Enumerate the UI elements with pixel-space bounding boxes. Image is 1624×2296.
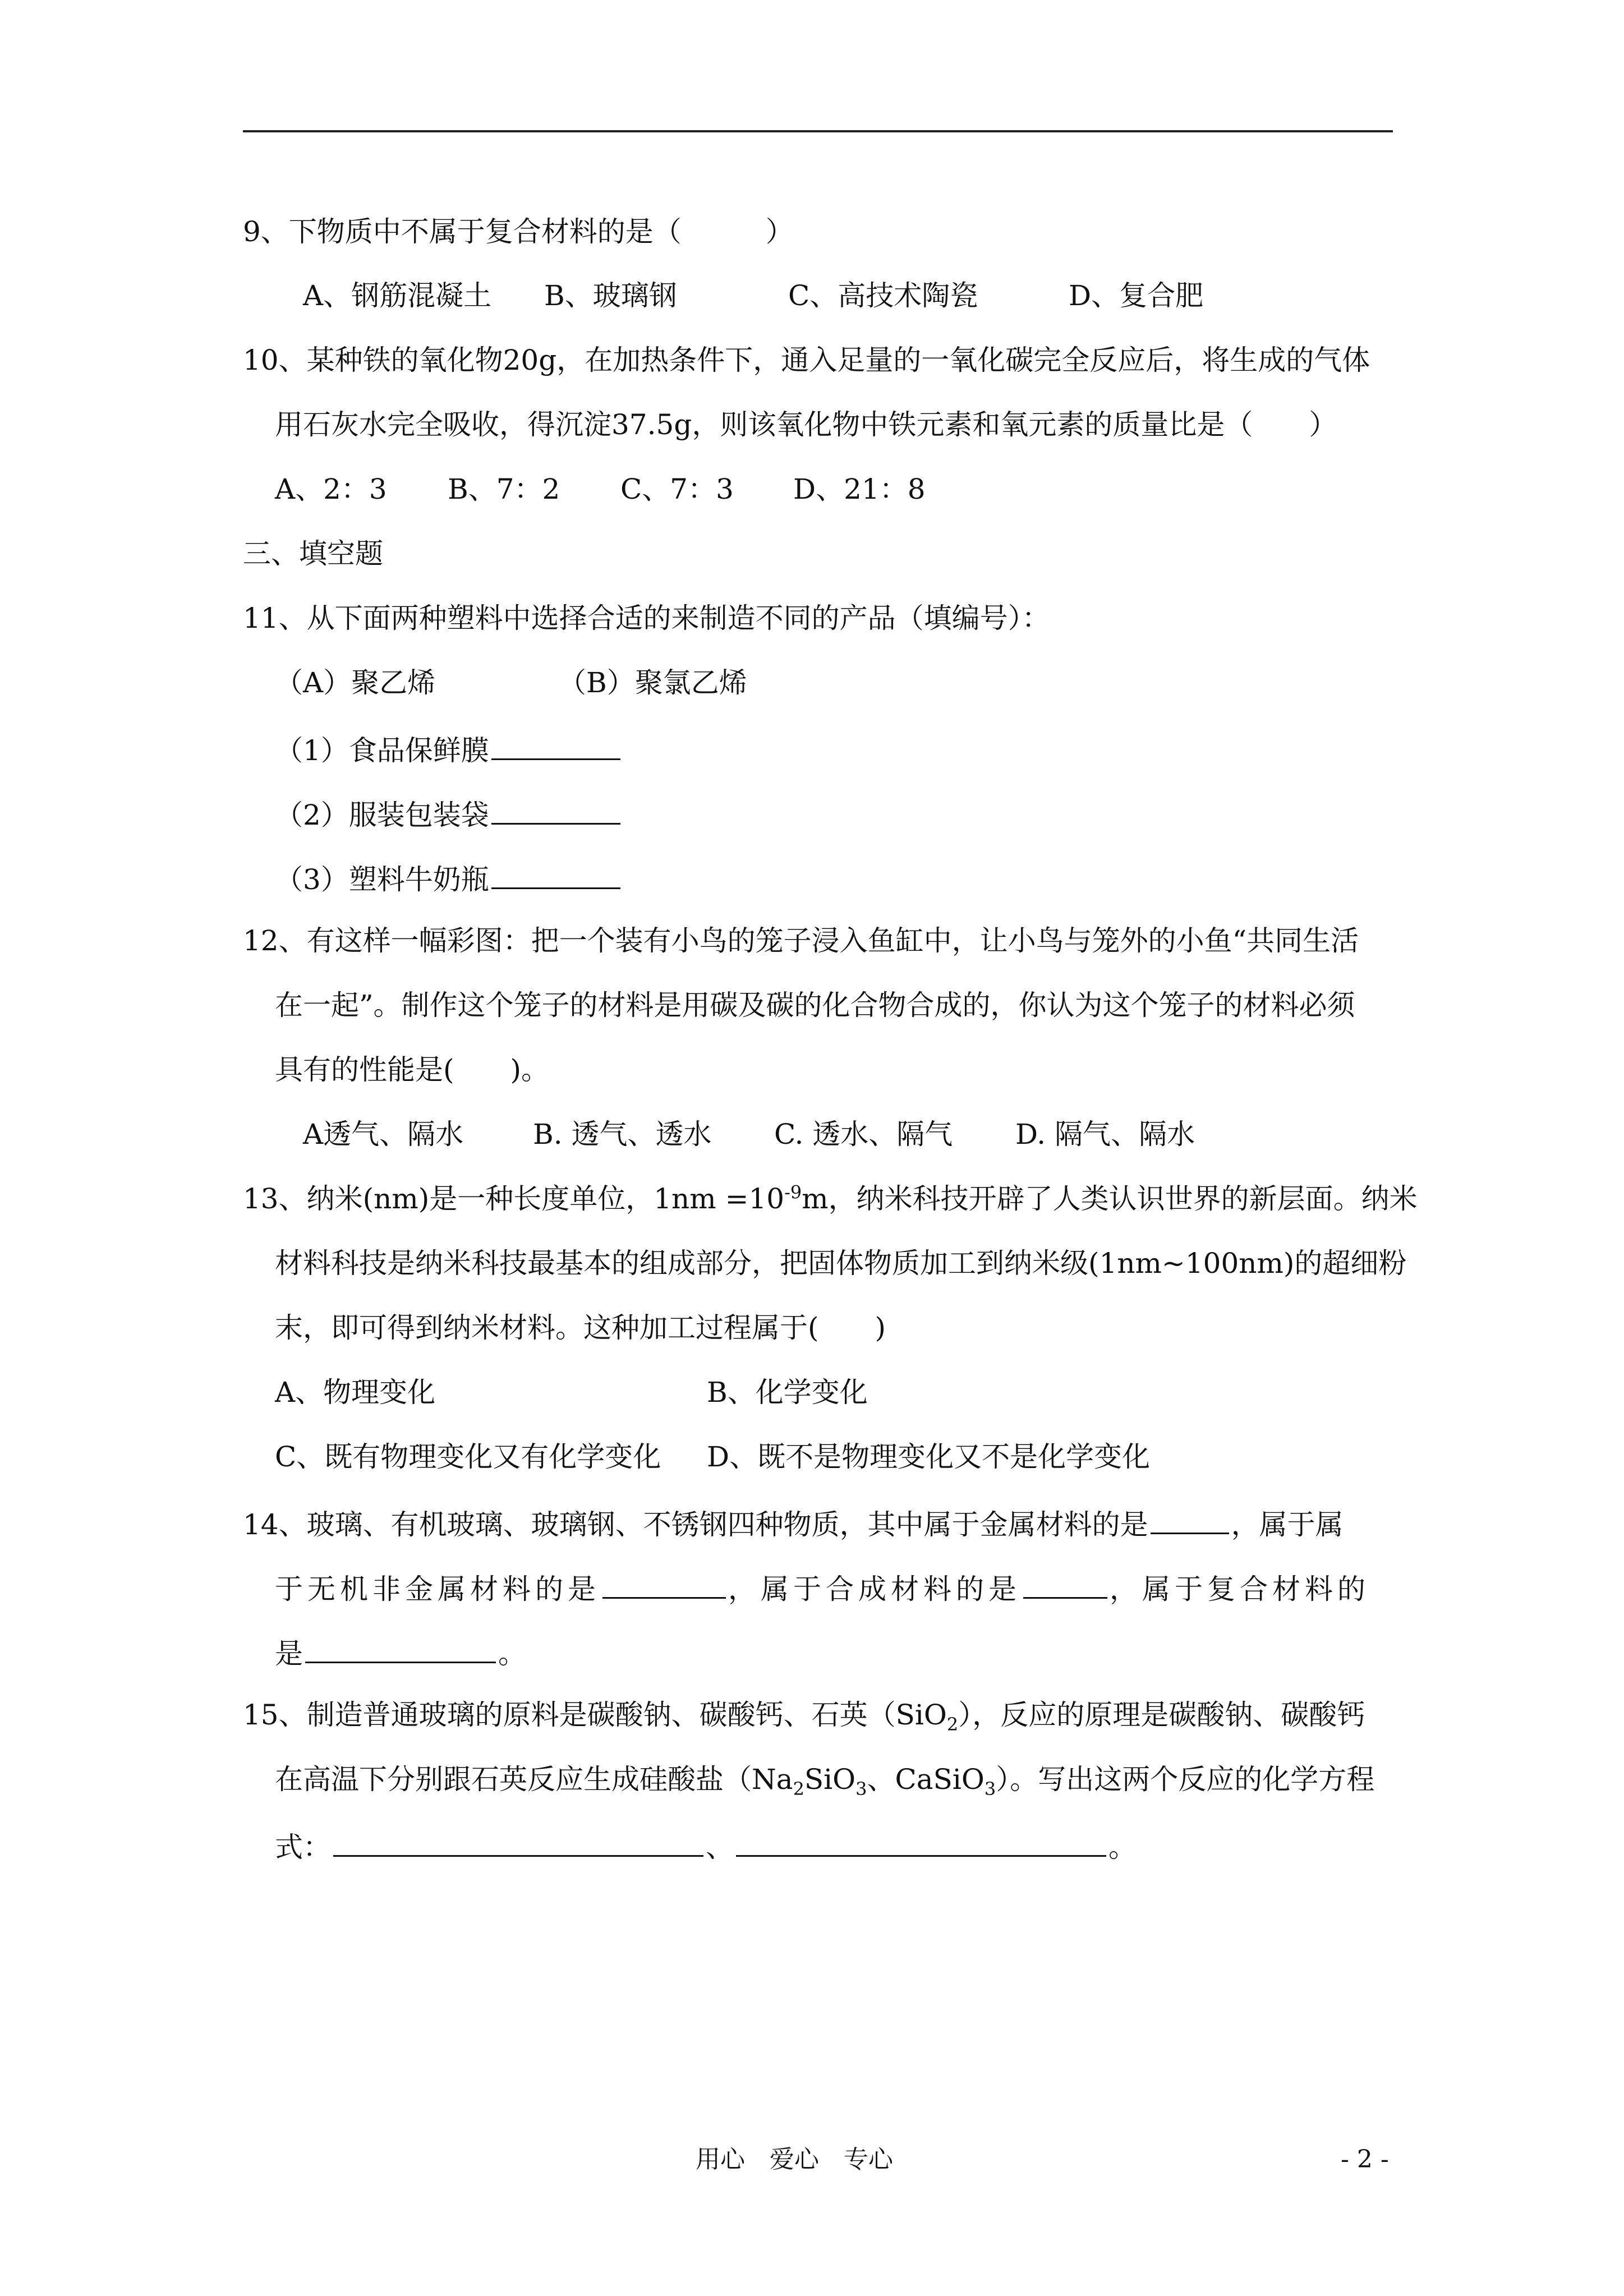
- q11-item-3-blank[interactable]: [491, 859, 620, 889]
- q11-stem: 11、从下面两种塑料中选择合适的来制造不同的产品（填编号）：: [243, 602, 1050, 634]
- q11-item-1-label: （1）食品保鲜膜: [275, 734, 489, 767]
- q15-subscript-na2: 2: [793, 1778, 804, 1800]
- q9-option-c: C、高技术陶瓷: [788, 279, 978, 312]
- q13-line2: 材料科技是纳米科技最基本的组成部分，把固体物质加工到纳米级(1nm~100nm)的超细粉: [275, 1247, 1407, 1280]
- q15-subscript-sio3: 3: [855, 1778, 867, 1800]
- q15-line1: [243, 1698, 1365, 1735]
- q14-line3-end: 。: [498, 1637, 526, 1670]
- q14-line1-text: 14、玻璃、有机玻璃、玻璃钢、不锈钢四种物质，其中属于金属材料的是: [243, 1508, 1148, 1541]
- q9-option-a: A、钢筋混凝土: [303, 279, 492, 312]
- q10-options: [275, 472, 926, 506]
- q15-blank-equation-1[interactable]: [333, 1827, 703, 1857]
- q13-options-row2: [275, 1440, 1150, 1474]
- q15-line3-text: 式：: [275, 1831, 331, 1864]
- q15-line1-text-b: ），反应的原理是碳酸钠、碳酸钙: [958, 1699, 1365, 1731]
- q12-option-c: C. 透水、隔气: [774, 1118, 953, 1151]
- q14-line1-end: ，属于属: [1231, 1508, 1344, 1541]
- q11-choice-a: （A）聚乙烯: [275, 666, 436, 699]
- q11-choices: [275, 666, 747, 700]
- q13-option-a: A、物理变化: [275, 1376, 436, 1409]
- q14-blank-synthetic[interactable]: [1023, 1569, 1107, 1599]
- q15-line2-text-b: SiO: [804, 1763, 856, 1796]
- q12-line3: 具有的性能是( )。: [275, 1053, 550, 1086]
- q12-line2: 在一起”。制作这个笼子的材料是用碳及碳的化合物合成的，你认为这个笼子的材料必须: [275, 989, 1355, 1022]
- q11-item-3: [275, 859, 623, 896]
- q10-option-c: C、7：3: [620, 473, 734, 505]
- q9-stem: 9、下物质中不属于复合材料的是（ ）: [243, 215, 794, 248]
- q14-blank-metal[interactable]: [1151, 1504, 1229, 1534]
- q11-item-2-blank[interactable]: [491, 795, 620, 825]
- q11-item-3-label: （3）塑料牛奶瓶: [275, 863, 489, 896]
- q12-option-b: B. 透气、透水: [533, 1118, 712, 1151]
- q14-blank-inorganic[interactable]: [602, 1569, 726, 1599]
- header-rule: [243, 130, 1393, 132]
- page-number: - 2 -: [1341, 2145, 1389, 2174]
- q12-option-a: A透气、隔水: [303, 1118, 464, 1151]
- q14-line3: [275, 1634, 526, 1671]
- q11-item-2: [275, 795, 623, 832]
- q14-line2: [275, 1569, 1370, 1606]
- q15-subscript-sio2: 2: [946, 1714, 959, 1735]
- q15-line3: [275, 1827, 1137, 1864]
- q13-exponent: -9: [784, 1181, 802, 1203]
- q13-option-d: D、既不是物理变化又不是化学变化: [707, 1441, 1151, 1473]
- q12-option-d: D. 隔气、隔水: [1015, 1118, 1195, 1151]
- q15-line2-text-c: 、CaSiO: [867, 1763, 984, 1796]
- q10-option-d: D、21：8: [793, 473, 926, 505]
- q14-line1: [243, 1504, 1344, 1542]
- q14-blank-composite[interactable]: [305, 1634, 496, 1663]
- q12-line1: 12、有这样一幅彩图：把一个装有小鸟的笼子浸入鱼缸中，让小鸟与笼外的小鱼“共同生活: [243, 924, 1359, 957]
- q14-line2-text-c: ，属于复合材料的: [1110, 1573, 1370, 1605]
- q10-option-b: B、7：2: [448, 473, 560, 505]
- q15-subscript-casio3: 3: [984, 1778, 996, 1800]
- q11-item-1: [275, 730, 623, 767]
- q13-option-c: C、既有物理变化又有化学变化: [275, 1441, 661, 1473]
- q11-item-2-label: （2）服装包装袋: [275, 799, 489, 831]
- q10-line2: 用石灰水完全吸收，得沉淀37.5g，则该氧化物中铁元素和氧元素的质量比是（ ）: [275, 408, 1337, 441]
- q13-options-row1: [275, 1375, 868, 1409]
- q14-line2-text-a: 于无机非金属材料的是: [275, 1573, 600, 1605]
- q15-line1-text-a: 15、制造普通玻璃的原料是碳酸钠、碳酸钙、石英（SiO: [243, 1699, 947, 1731]
- q12-options: [303, 1117, 1195, 1151]
- q14-line3-text: 是: [275, 1637, 303, 1670]
- q15-line2: [275, 1763, 1375, 1800]
- q15-line2-text-d: ）。写出这两个反应的化学方程: [996, 1763, 1375, 1796]
- q9-option-d: D、复合肥: [1069, 279, 1204, 312]
- section-heading: 三、填空题: [243, 537, 383, 570]
- footer-motto: 用心 爱心 专心: [696, 2145, 893, 2174]
- q11-item-1-blank[interactable]: [491, 730, 620, 760]
- q15-line3-sep: 、: [706, 1831, 734, 1864]
- q14-line2-text-b: ，属于合成材料的是: [728, 1573, 1021, 1605]
- q13-line1-text-a: 13、纳米(nm)是一种长度单位，1nm =10: [243, 1182, 785, 1215]
- q13-option-b: B、化学变化: [707, 1376, 868, 1409]
- q10-line1: 10、某种铁的氧化物20g，在加热条件下，通入足量的一氧化碳完全反应后，将生成的气体: [243, 344, 1370, 376]
- q11-choice-b: （B）聚氯乙烯: [558, 666, 747, 699]
- q13-line3: 末，即可得到纳米材料。这种加工过程属于( ): [275, 1312, 886, 1344]
- q13-line1: [243, 1182, 1418, 1216]
- q10-option-a: A、2：3: [275, 473, 387, 505]
- q15-line2-text-a: 在高温下分别跟石英反应生成硅酸盐（Na: [275, 1763, 793, 1796]
- q15-blank-equation-2[interactable]: [736, 1827, 1106, 1857]
- q13-line1-text-b: m，纳米科技开辟了人类认识世界的新层面。纳米: [802, 1182, 1418, 1215]
- q15-line3-end: 。: [1108, 1831, 1137, 1864]
- q9-option-b: B、玻璃钢: [544, 279, 677, 312]
- q9-options: [303, 279, 1203, 312]
